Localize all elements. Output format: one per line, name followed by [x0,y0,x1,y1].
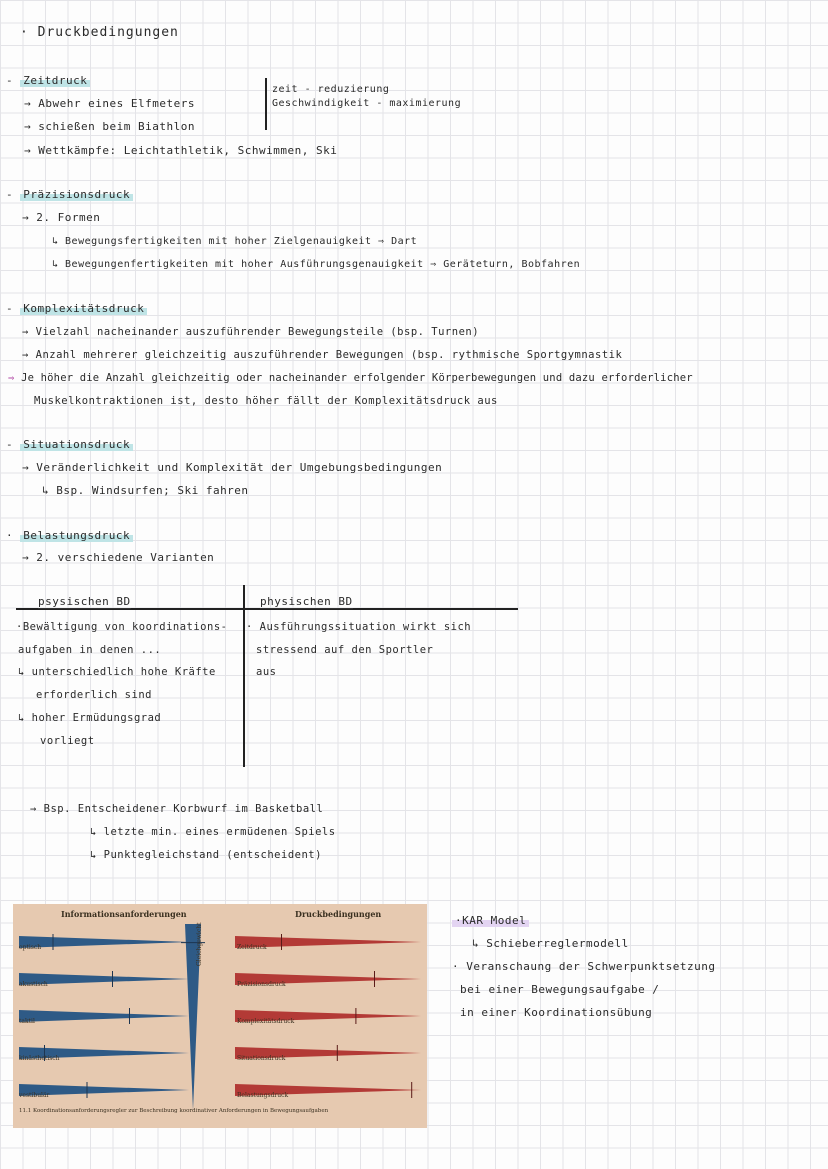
figure-right-label: Zeitdruck [237,944,267,951]
left-slider-wedge [19,1010,189,1022]
kar-line: bei einer Bewegungsaufgabe / [460,983,660,996]
table-right-heading: physischen BD [260,595,353,608]
belastung-example: → Bsp. Entscheidener Korbwurf im Basketball [30,803,324,815]
situation-item: → Veränderlichkeit und Komplexität der Umgebungsbedingungen [22,461,443,474]
figure-right-title: Druckbedingungen [295,909,382,919]
figure-right-label: Komplexitätsdruck [237,1018,295,1025]
zeitdruck-item: → Abwehr eines Elfmeters [24,97,195,110]
situation-heading: - Situationsdruck [6,438,133,452]
figure-right-label: Situationsdruck [237,1055,286,1062]
belastung-heading: · Belastungsdruck [6,529,133,543]
kar-line: in einer Koordinationsübung [460,1006,653,1019]
figure-left-label: kinästhetisch [19,1055,60,1062]
table-left-line: ↳ unterschiedlich hohe Kräfte [18,666,216,678]
table-left-line: erforderlich sind [36,689,152,701]
figure-left-label: optisch [19,944,42,951]
zeitdruck-item: → schießen beim Biathlon [24,120,195,133]
komplex-conclusion-cont: Muskelkontraktionen ist, desto höher fällt der Komplexitätsdruck aus [34,395,498,407]
table-vertical-line [243,585,245,767]
table-right-line: aus [256,666,277,678]
zeitdruck-item: → Wettkämpfe: Leichtathletik, Schwimmen, Ski [24,144,338,157]
kar-line: · Veranschaung der Schwerpunktsetzung [452,960,716,973]
table-right-line: stressend auf den Sportler [256,644,434,656]
zeitdruck-divider [265,78,267,130]
figure-left-title: Informationsanforderungen [61,909,187,919]
praezision-form: ↳ Bewegungsfertigkeiten mit hoher Zielgenauigkeit ⇒ Dart [52,236,418,247]
belastung-example-detail: ↳ letzte min. eines ermüdenen Spiels [90,826,336,838]
figure-right-label: Präzisionsdruck [237,981,286,988]
praezision-intro: → 2. Formen [22,211,101,224]
figure-right-label: Belastungsdruck [237,1092,289,1099]
figure-left-label: akustisch [19,981,48,988]
kar-heading: ·KAR Model [452,914,529,928]
figure-center-label: Gleichgewicht [196,922,203,966]
belastung-example-detail: ↳ Punktegleichstand (entscheident) [90,849,322,861]
figure-left-label: taktil [19,1018,35,1025]
belastung-intro: → 2. verschiedene Varianten [22,551,215,564]
zeitdruck-side: Geschwindigkeit - maximierung [272,98,462,109]
komplex-conclusion: ⇒ Je höher die Anzahl gleichzeitig oder nacheinander erfolgender Körperbewegungen und dazu erforderlicher [8,372,693,384]
kar-figure [13,904,427,1128]
praezision-heading: - Präzisionsdruck [6,188,133,202]
table-left-line: aufgaben in denen ... [18,644,162,656]
table-left-line: ↳ hoher Ermüdungsgrad [18,712,162,724]
zeitdruck-side: zeit - reduzierung [272,84,390,95]
zeitdruck-heading: - Zeitdruck [6,74,90,88]
left-slider-wedge [19,936,189,948]
table-left-line: ·Bewältigung von koordinations- [16,621,228,633]
figure-left-label: vestibulär [19,1092,50,1099]
table-left-line: vorliegt [40,735,95,747]
table-right-line: · Ausführungssituation wirkt sich [246,621,472,633]
implies-arrow-icon: ⇒ [8,372,15,384]
komplex-item: → Vielzahl nacheinander auszuführender Bewegungsteile (bsp. Turnen) [22,326,480,338]
praezision-form: ↳ Bewegungenfertigkeiten mit hoher Ausführungsgenauigkeit ⇒ Geräteturn, Bobfahren [52,259,581,270]
komplex-heading: - Komplexitätsdruck [6,302,147,316]
komplex-item: → Anzahl mehrerer gleichzeitig auszuführender Bewegungen (bsp. rythmische Sportgymnastik [22,349,623,361]
kar-figure-graphic [13,904,427,1128]
table-left-heading: psysischen BD [38,595,131,608]
page-title: · Druckbedingungen [20,25,179,40]
situation-example: ↳ Bsp. Windsurfen; Ski fahren [42,484,249,497]
kar-line: ↳ Schieberreglermodell [472,937,629,950]
figure-caption: 11.1 Koordinationsanforderungsregler zur Beschreibung koordinativer Anforderungen in Bewegungsaufgaben [19,1108,329,1114]
